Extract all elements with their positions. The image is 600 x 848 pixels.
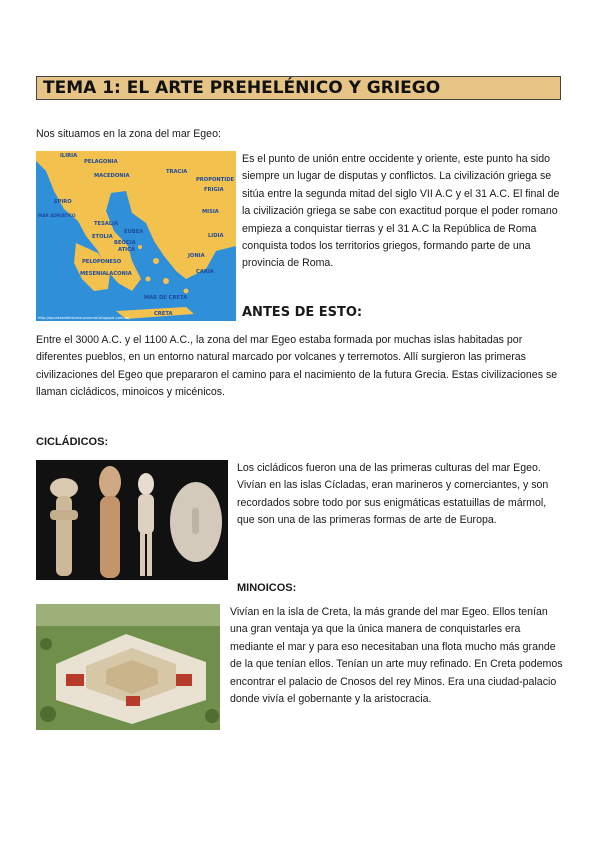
map-label: PROPONTIDE — [196, 177, 235, 183]
map-label: ILIRIA — [60, 153, 78, 159]
map-label: LACONIA — [106, 271, 132, 277]
map-label: PELOPONESO — [82, 259, 122, 265]
map-label: JONIA — [188, 253, 205, 259]
minoicos-paragraph: Vivían en la isla de Creta, la más grande del mar Egeo. Ellos tenían una gran ventaja ya que la única manera de conquistarles era mediante el mar y para eso necesitaban una flota mucho más grande de la que tenían ellos. Tenían un arte muy refinado. En Creta podemos encontrar el palacio de Cnosos del rey Minos. Era una ciudad-palacio donde vivía el gobernante y la aristocracia. — [230, 606, 563, 706]
map-label: MAR DE CRETA — [144, 295, 188, 301]
map-label: CARIA — [196, 269, 214, 275]
map-label: MAR ADRIÁTICO — [38, 213, 76, 218]
map-label: TESALIA — [94, 221, 119, 227]
minoicos-heading: MINOICOS: — [237, 582, 297, 594]
map-label: EUBEA — [124, 229, 144, 235]
map-label: ETOLIA — [92, 234, 113, 240]
intro-paragraph: Es el punto de unión entre occidente y oriente, este punto ha sido siempre un lugar de disputas y conflictos. La civilización griega se sitúa entre la segunda mitad del siglo VII A.C y el 31 A.C. El final de la civilización griega se sabe con exactitud porque el poder romano empieza a conquistar tierras y el 31 A.C la República de Roma conquista todos los territorios griegos, formando parte de una provincia de Roma. — [242, 153, 560, 270]
page-title: TEMA 1: EL ARTE PREHELÉNICO Y GRIEGO — [36, 76, 561, 100]
map-label: MACEDONIA — [94, 173, 130, 179]
map-label: EPIRO — [54, 199, 72, 205]
map-label: ATICA — [118, 247, 135, 253]
map-label: MISIA — [202, 209, 219, 215]
map-label: PELAGONIA — [84, 159, 118, 165]
map-credit: http://apuntesdehistoriauniversal.blogspot.com.es/ — [38, 316, 130, 320]
knossos-palace-image — [36, 604, 220, 730]
map-label: MESENIA — [80, 271, 107, 277]
map-label: LIDIA — [208, 233, 224, 239]
map-label: FRIGIA — [204, 187, 224, 193]
intro-text: Nos situamos en la zona del mar Egeo: — [36, 128, 221, 140]
cycladic-statues-image — [36, 460, 228, 580]
map-label: CRETA — [154, 311, 173, 317]
map-label: BEOCIA — [114, 240, 136, 246]
cicladicos-paragraph: Los cicládicos fueron una de las primeras culturas del mar Egeo. Vivían en las islas Cícladas, eran marineros y comerciantes, y son recordados sobre todo por sus enigmáticas estatuillas de mármol, que son una de las primeras formas de arte de Europa. — [237, 462, 549, 527]
cicladicos-heading: CICLÁDICOS: — [36, 436, 109, 448]
antes-paragraph: Entre el 3000 A.C. y el 1100 A.C., la zona del mar Egeo estaba formada por muchas islas habitadas por diferentes pueblos, en un entorno natural marcado por volcanes y terremotos. Allí surgieron las primeras civilizaciones del Egeo que prepararon el camino para el nacimiento de la futura Grecia. Estas civilizaciones se llaman cicládicos, minoicos y micénicos. — [36, 334, 558, 399]
map-label: TRACIA — [166, 169, 188, 175]
aegean-map-image — [36, 151, 236, 321]
antes-heading: ANTES DE ESTO: — [242, 305, 363, 320]
